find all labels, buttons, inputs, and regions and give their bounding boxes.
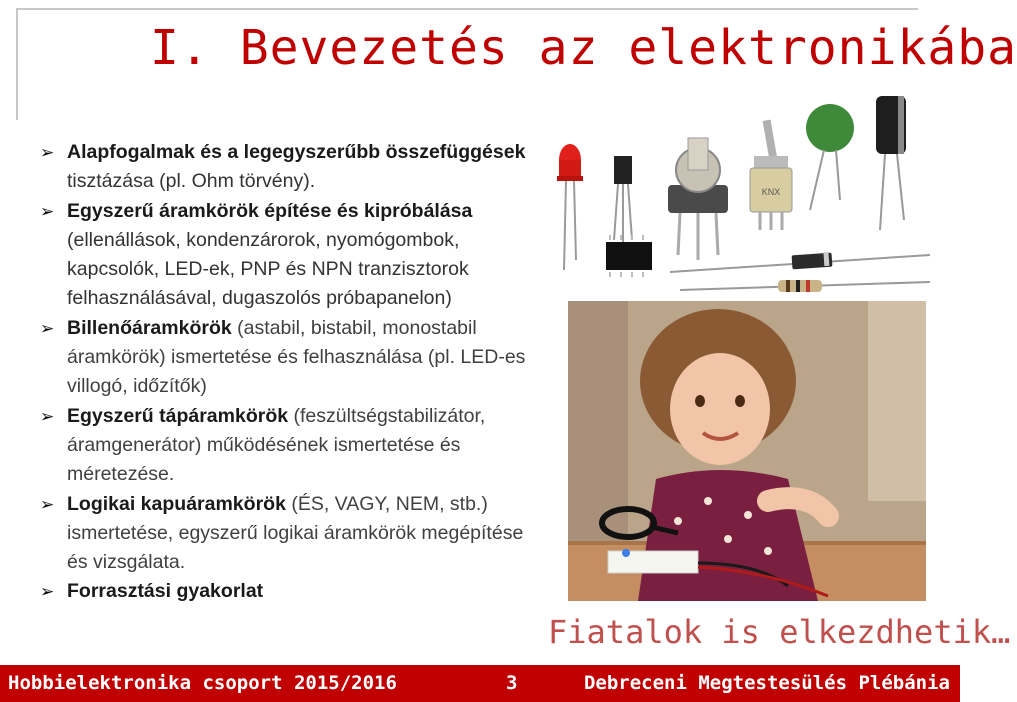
- item-heading: Billenőáramkörök: [67, 316, 232, 339]
- page-number: 3: [506, 672, 518, 694]
- potentiometer-icon: [668, 138, 728, 260]
- arrow-bullet-icon: ➢: [40, 494, 55, 514]
- slide-title: I. Bevezetés az elektronikába: [150, 20, 1017, 76]
- item-text: (feszültségstabilizátor, áramgenerátor) működésének ismertetése és méretezése.: [67, 404, 486, 486]
- red-led-icon: [557, 144, 583, 270]
- resistor-icon: [680, 280, 930, 292]
- diode-icon: [670, 252, 930, 272]
- toggle-switch-icon: [750, 120, 792, 230]
- item-text: (ÉS, VAGY, NEM, stb.) ismertetése, egyszerű logikai áramkörök megépítése és vizsgálata.: [67, 492, 524, 574]
- arrow-bullet-icon: ➢: [40, 201, 55, 221]
- item-text: (ellenállások, kondenzárorok, nyomógombok, kapcsolók, LED-ek, PNP és NPN tranzisztorok felhasználásával, dugaszolós próbapanelon): [67, 228, 469, 310]
- item-heading: Forrasztási gyakorlat: [67, 580, 264, 603]
- list-item: [40, 197, 540, 314]
- disc-capacitor-icon: [806, 104, 854, 210]
- list-item: [40, 138, 540, 197]
- item-heading: Egyszerű tápáramkörök: [67, 404, 289, 427]
- electrolytic-capacitor-icon: [876, 96, 906, 230]
- ic-chip-icon: [606, 235, 652, 277]
- list-item: [40, 490, 540, 578]
- list-item: [40, 577, 540, 606]
- footer-left-text: Hobbielektronika csoport 2015/2016: [8, 672, 397, 694]
- girl-with-magnifier-photo: [568, 301, 926, 601]
- photo-caption: Fiatalok is elkezdhetik…: [548, 613, 1011, 651]
- footer-bar: [0, 665, 960, 702]
- list-item: [40, 314, 540, 402]
- bullet-list: [40, 138, 540, 607]
- footer-right-text: Debreceni Megtestesülés Plébánia: [583, 672, 950, 694]
- components-photo: [540, 90, 930, 295]
- transistor-icon: [614, 156, 632, 250]
- item-heading: Logikai kapuáramkörök: [67, 492, 286, 515]
- arrow-bullet-icon: ➢: [40, 582, 55, 602]
- item-text: (astabil, bistabil, monostabil áramkörök) ismertetése és felhasználása (pl. LED-es villogó, időzítők): [67, 316, 526, 398]
- arrow-bullet-icon: ➢: [40, 318, 55, 338]
- item-heading: Alapfogalmak és a legegyszerűbb összefüggések: [67, 141, 526, 163]
- arrow-bullet-icon: ➢: [40, 143, 55, 162]
- item-text: tisztázása (pl. Ohm törvény).: [67, 170, 316, 193]
- svg-text:KNX: KNX: [761, 187, 781, 197]
- frame-left-line: [16, 8, 18, 120]
- list-item: [40, 402, 540, 490]
- item-heading: Egyszerű áramkörök építése és kipróbálása: [67, 199, 473, 222]
- arrow-bullet-icon: ➢: [40, 406, 55, 426]
